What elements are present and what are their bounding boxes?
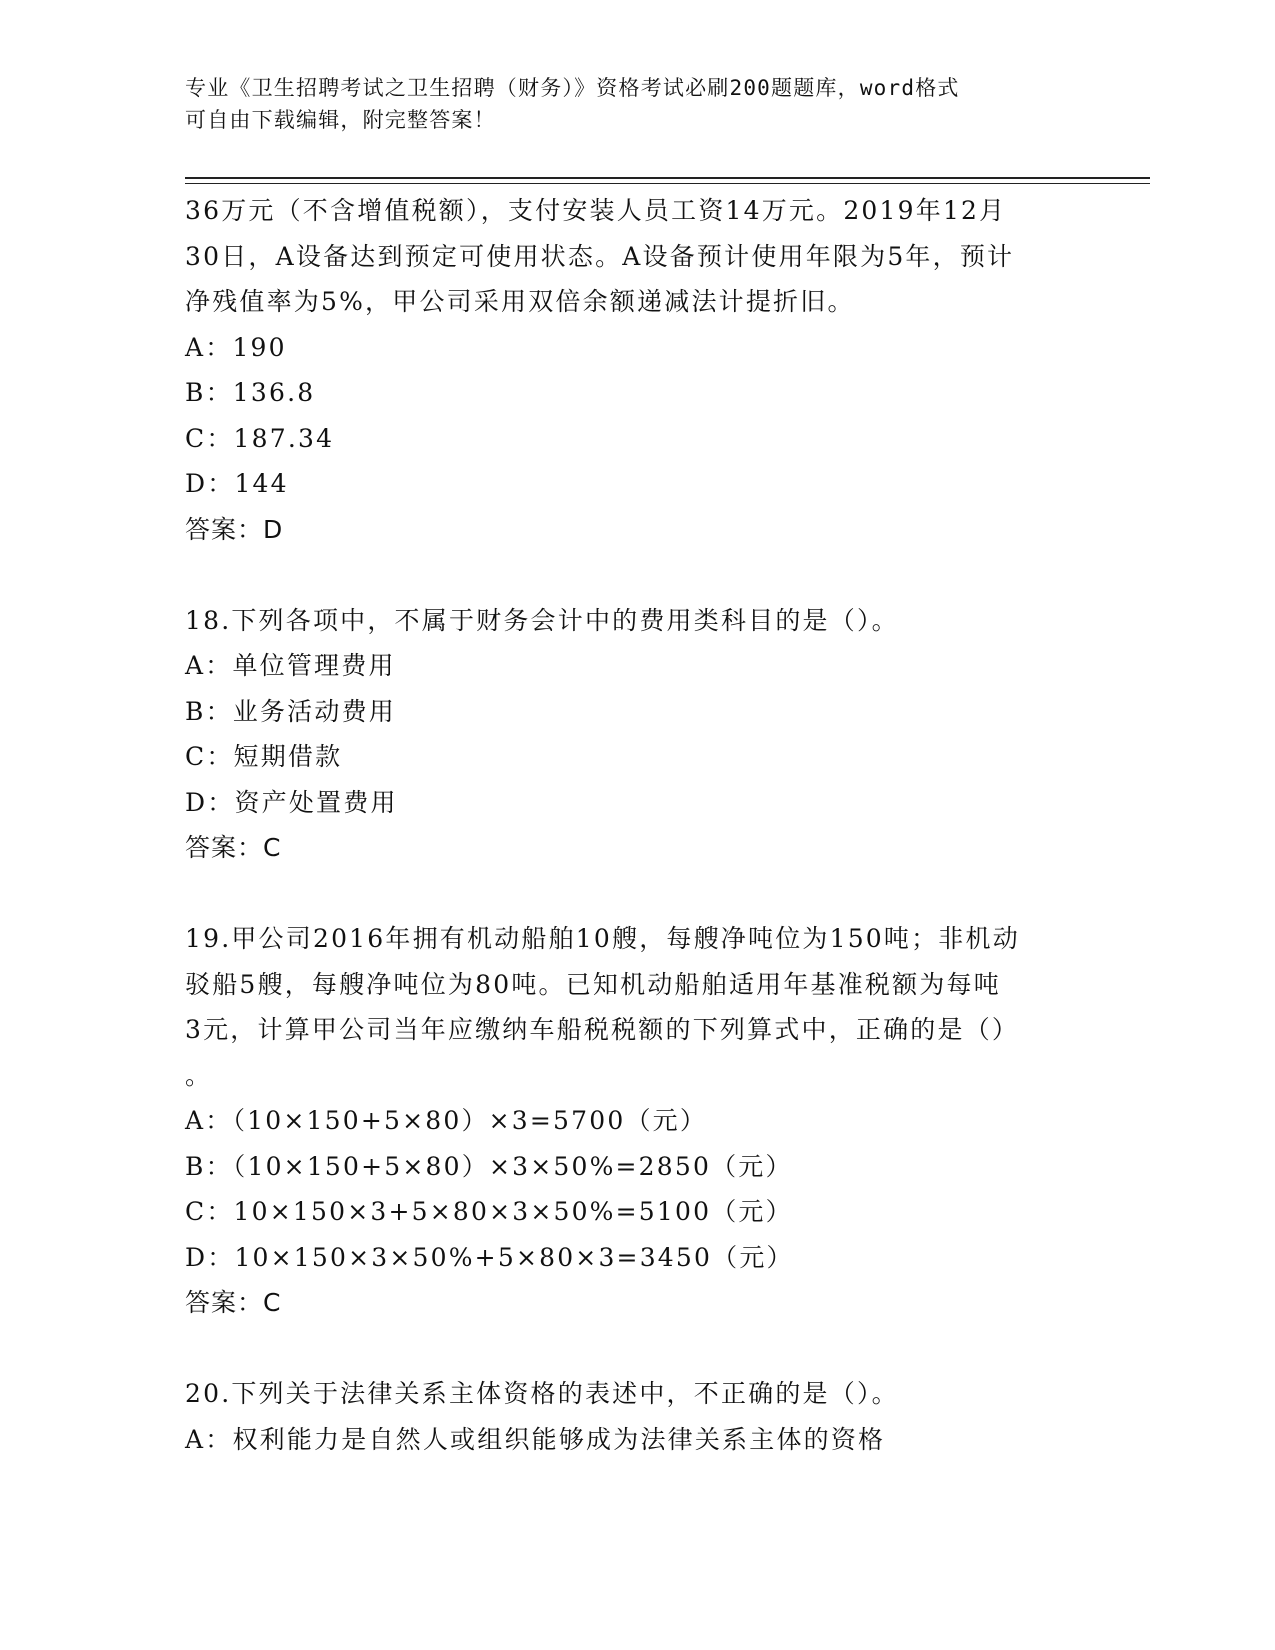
option-d: D：资产处置费用 [185, 787, 398, 817]
document-header [185, 72, 1065, 136]
option-b: B：136.8 [185, 378, 316, 407]
option-b: B：业务活动费用 [185, 696, 396, 726]
question-text-line: 18.下列各项中，不属于财务会计中的费用类科目的是（）。 [185, 605, 899, 635]
question-text-line: 。 [185, 1060, 213, 1090]
spacer [185, 871, 1085, 917]
option-c: C：短期借款 [185, 742, 343, 771]
question-text-line: 20.下列关于法律关系主体资格的表述中，不正确的是（）。 [185, 1379, 899, 1408]
option-c: C：187.34 [185, 423, 335, 453]
header-title-line-1: 专业《卫生招聘考试之卫生招聘（财务）》资格考试必刷200题题库，word格式 [185, 76, 960, 100]
option-a: A：单位管理费用 [185, 651, 396, 680]
answer-line: 答案：C [185, 833, 282, 862]
option-a: A：190 [185, 332, 287, 362]
question-19 [185, 916, 1085, 1326]
question-continued [185, 188, 1085, 552]
option-d: D：10×150×3×50%+5×80×3=3450（元） [185, 1242, 794, 1272]
header-divider-thick [185, 177, 1150, 179]
spacer [185, 552, 1085, 598]
question-text-line: 19.甲公司2016年拥有机动船舶10艘，每艘净吨位为150吨；非机动 [185, 924, 1020, 953]
question-18 [185, 598, 1085, 871]
question-text-line: 36万元（不含增值税额），支付安装人员工资14万元。2019年12月 [185, 196, 1007, 225]
question-text-line: 净残值率为5%，甲公司采用双倍余额递减法计提折旧。 [185, 287, 855, 316]
header-divider-thin [185, 183, 1150, 184]
question-text-line: 驳船5艘，每艘净吨位为80吨。已知机动船舶适用年基准税额为每吨 [185, 969, 1001, 999]
option-c: C：10×150×3+5×80×3×50%=5100（元） [185, 1197, 793, 1226]
option-b: B：（10×150+5×80）×3×50%=2850（元） [185, 1151, 793, 1181]
question-text-line: 30日，A设备达到预定可使用状态。A设备预计使用年限为5年，预计 [185, 241, 1015, 271]
option-d: D：144 [185, 469, 289, 498]
answer-line: 答案：D [185, 514, 284, 544]
option-a: A：权利能力是自然人或组织能够成为法律关系主体的资格 [185, 1424, 886, 1454]
answer-line: 答案：C [185, 1288, 282, 1317]
question-20 [185, 1371, 1085, 1462]
spacer [185, 1326, 1085, 1372]
header-title-line-2: 可自由下载编辑，附完整答案！ [185, 108, 496, 132]
question-text-line: 3元，计算甲公司当年应缴纳车船税税额的下列算式中，正确的是（） [185, 1015, 1020, 1044]
document-body [185, 188, 1085, 1462]
option-a: A：（10×150+5×80）×3=5700（元） [185, 1106, 708, 1135]
